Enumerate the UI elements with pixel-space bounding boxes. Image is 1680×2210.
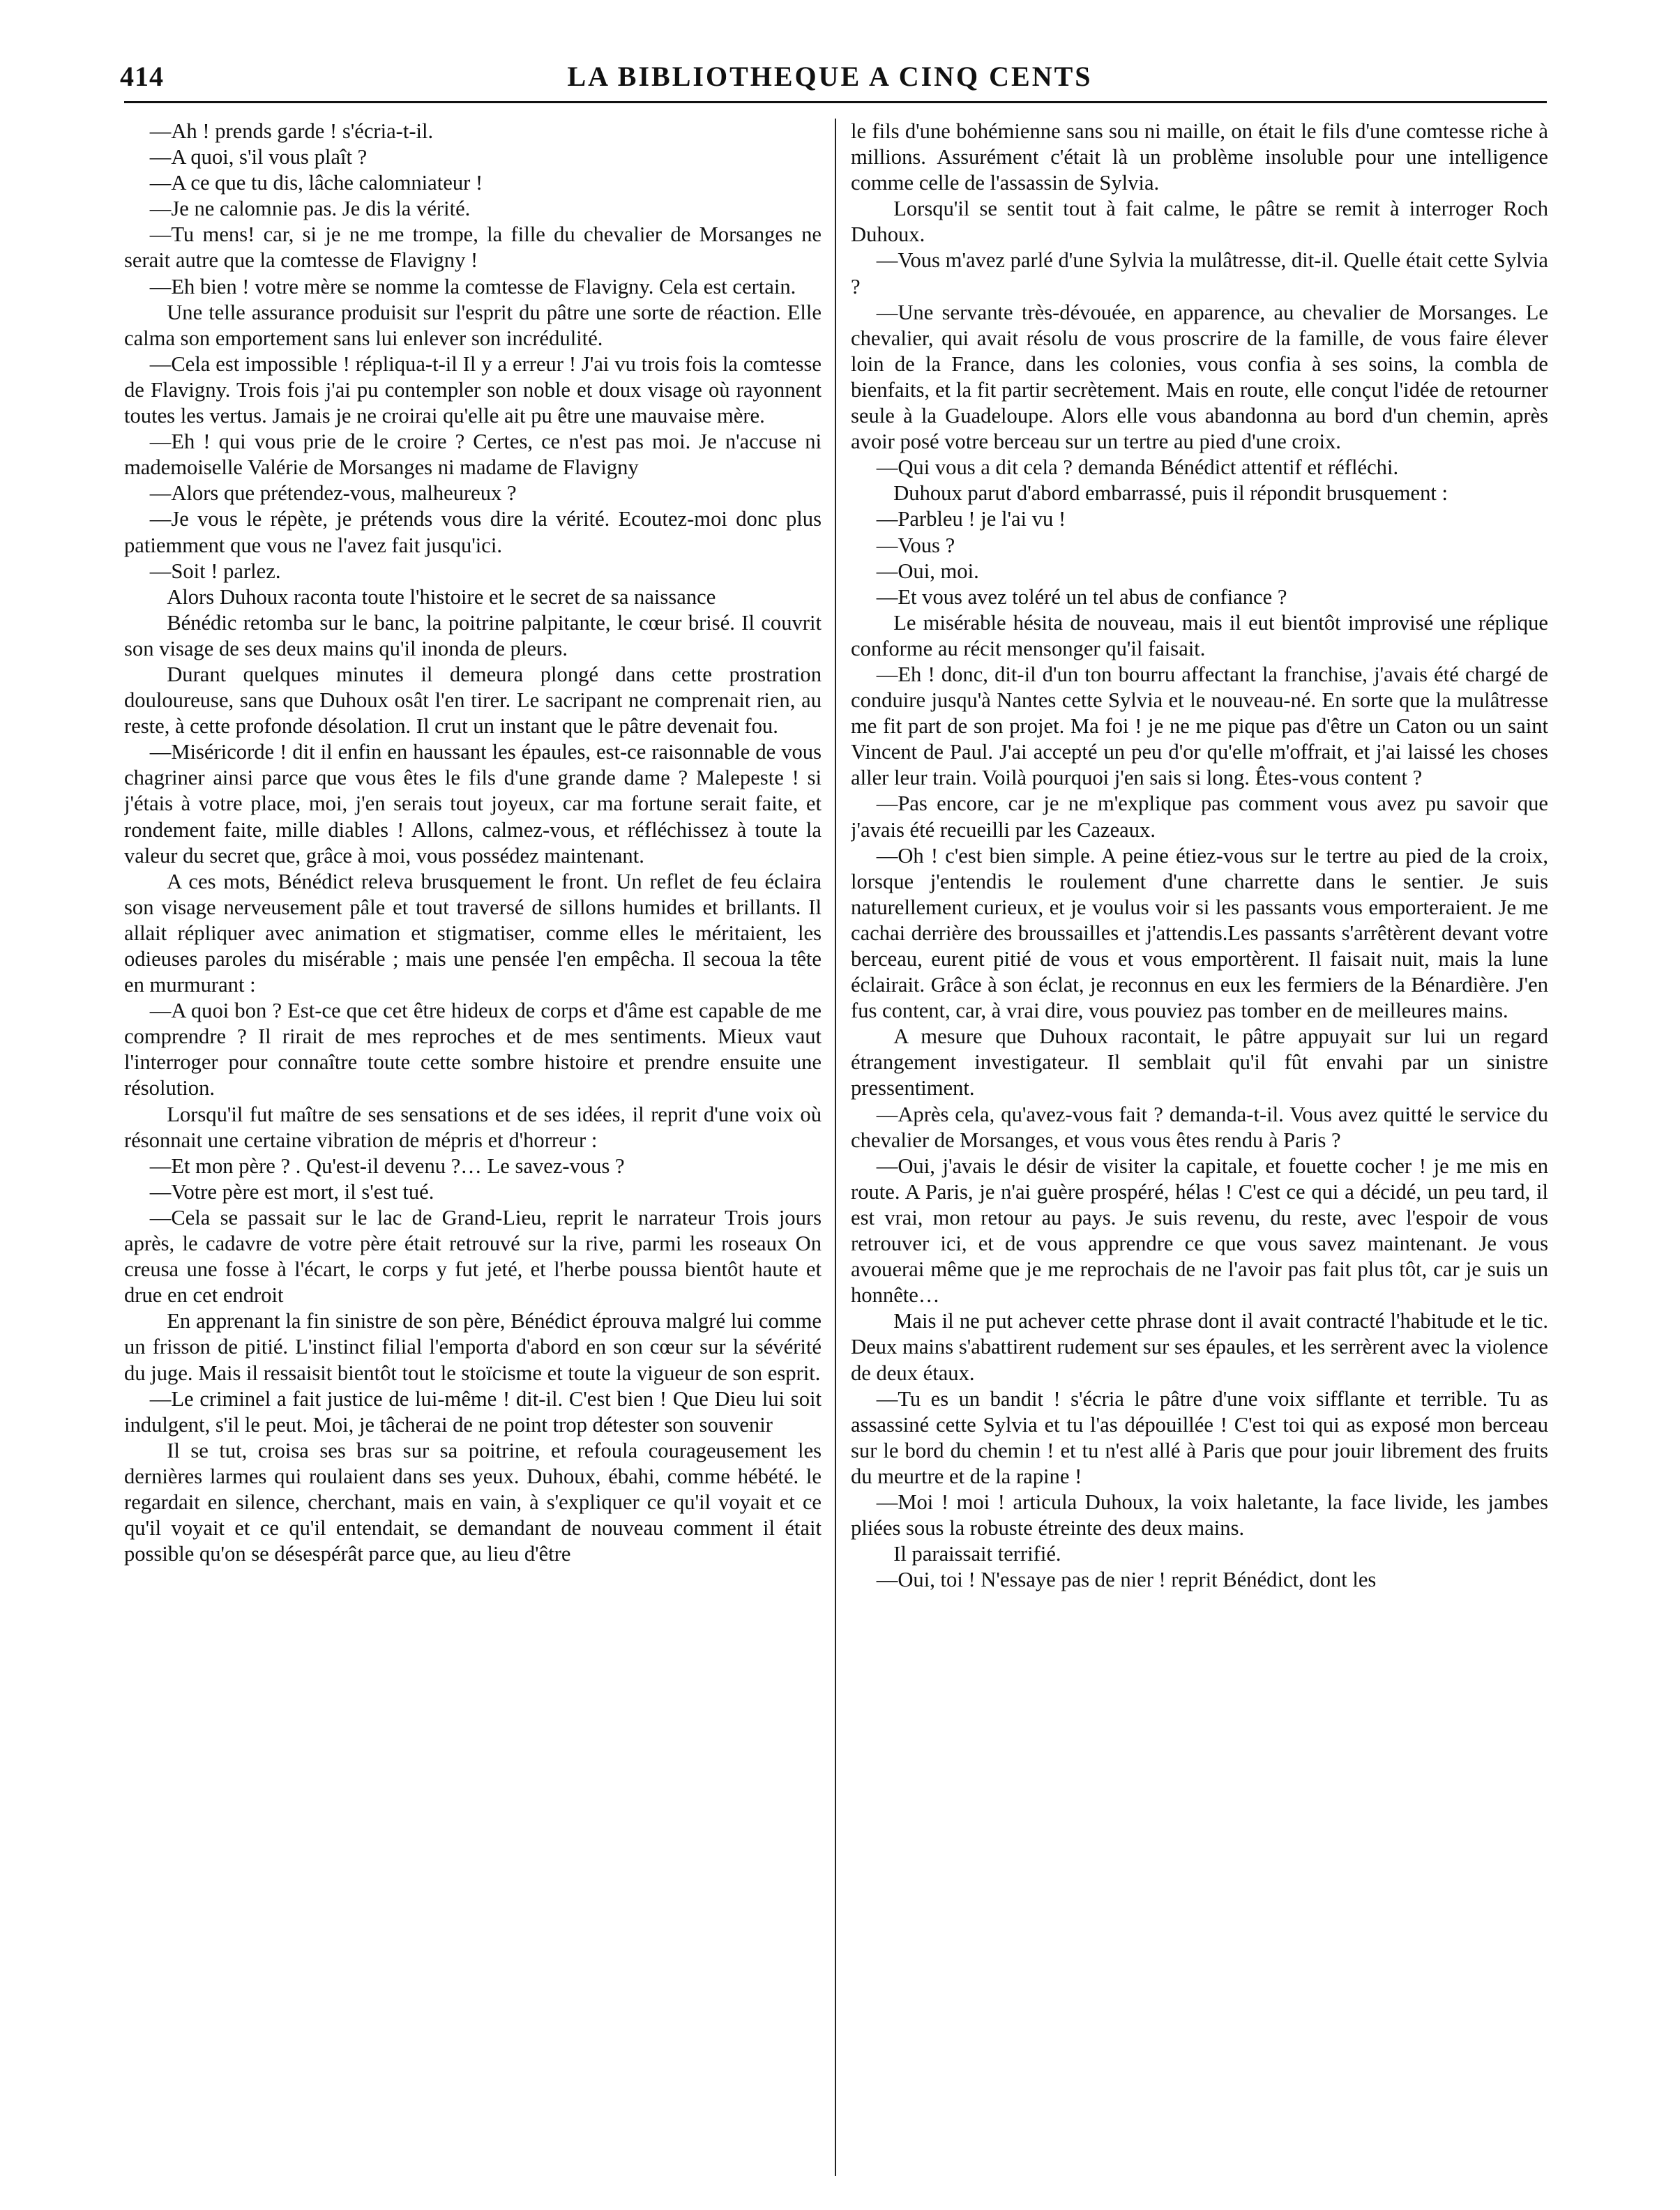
paragraph: —Eh bien ! votre mère se nomme la comtesse de Flavigny. Cela est certain. (149, 274, 796, 298)
paragraph: Lorsqu'il fut maître de ses sensations et de ses idées, il reprit d'une voix où résonnait une certaine vibration de mépris et d'horreur : (124, 1102, 822, 1152)
paragraph: —Et mon père ? . Qu'est-il devenu ?… Le savez-vous ? (149, 1153, 625, 1178)
paragraph: —Moi ! moi ! articula Duhoux, la voix haletante, la face livide, les jambes pliées sous la robuste étreinte des deux mains. (851, 1490, 1548, 1541)
paragraph: —Oh ! c'est bien simple. A peine étiez-vous sur le tertre au pied de la croix, lorsque j'entendis le roulement d'une charrette dans le sentier. Je suis naturellement curieux, et je voulus voir si les passants vous emporteraient. Je me cachai derrière des broussailles et j'attendis.Les passants s'arrêtèrent devant votre berceau, eurent pitié de vous et vous emportèrent. Il faisait nuit, mais la lune éclairait. Grâce à son éclat, je reconnus en eux les fermiers de la Bénardière. J'en fus content, car, à vrai dire, vous pouviez pas tomber en de meilleures mains. (851, 843, 1548, 1023)
page-number: 414 (120, 61, 164, 92)
paragraph: —A quoi, s'il vous plaît ? (149, 145, 368, 169)
paragraph: —Cela est impossible ! répliqua-t-il Il y a erreur ! J'ai vu trois fois la comtesse de Flavigny. Trois fois j'ai pu contempler son noble et doux visage où rayonnent toutes les vertus. Jamais je ne croirai qu'elle ait pu être une mauvaise mère. (124, 351, 822, 428)
paragraph: —Je ne calomnie pas. Je dis la vérité. (149, 197, 471, 221)
paragraph: —Le criminel a fait justice de lui-même ! dit-il. C'est bien ! Que Dieu lui soit indulgent, s'il le peut. Moi, je tâcherai de ne point trop détester son souvenir (124, 1386, 822, 1437)
paragraph: Une telle assurance produisit sur l'esprit du pâtre une sorte de réaction. Elle calma son emportement sans lui enlever son incrédulité. (124, 300, 822, 350)
paragraph: Mais il ne put achever cette phrase dont il avait contracté l'habitude et le tic. Deux mains s'abattirent rudement sur ses épaules, et les serrèrent avec la violence de deux étaux. (851, 1309, 1548, 1385)
paragraph: Le misérable hésita de nouveau, mais il eut bientôt improvisé une réplique conforme au récit mensonger qu'il faisait. (851, 610, 1548, 660)
paragraph: —Votre père est mort, il s'est tué. (149, 1179, 434, 1204)
paragraph: —Je vous le répète, je prétends vous dire la vérité. Ecoutez-moi donc plus patiemment que vous ne l'avez fait jusqu'ici. (124, 507, 822, 557)
paragraph: —Oui, toi ! N'essaye pas de nier ! reprit Bénédict, dont les (876, 1568, 1377, 1592)
paragraph: —Oui, j'avais le désir de visiter la capitale, et fouette cocher ! je me mis en route. A Paris, je n'ai guère prospéré, hélas ! C'est ce qui a décidé, un peu tard, il est vrai, mon retour au pays. Je suis revenu, du reste, avec l'espoir de vous retrouver ici, et de vous apprendre ce que vous savez maintenant. Je vous avouerai même que je me reprochais de ne l'avoir pas fait plus tôt, car je suis un honnête… (851, 1153, 1548, 1308)
paragraph: A mesure que Duhoux racontait, le pâtre appuyait sur lui un regard étrangement investigateur. Il semblait qu'il fût envahi par un sinistre pressentiment. (851, 1024, 1548, 1100)
left-column (124, 119, 822, 2169)
right-column (851, 119, 1548, 2169)
paragraph: —Une servante très-dévouée, en apparence, au chevalier de Morsanges. Le chevalier, qui avait résolu de vous proscrire de la famille, de vous faire élever loin de la France, dans les colonies, vous confia à ses soins, la combla de bienfaits, et la fit partir secrètement. Mais en route, elle conçut l'idée de retourner seule à la Guadeloupe. Alors elle vous abandonna au bord d'un chemin, après avoir posé votre berceau sur un tertre au pied d'une croix. (851, 300, 1548, 454)
header-rule (124, 101, 1547, 103)
paragraph: —Qui vous a dit cela ? demanda Bénédict attentif et réfléchi. (876, 455, 1399, 480)
paragraph: —Après cela, qu'avez-vous fait ? demanda-t-il. Vous avez quitté le service du chevalier de Morsanges, et vous vous êtes rendu à Paris ? (851, 1102, 1548, 1152)
paragraph: le fils d'une bohémienne sans sou ni maille, on était le fils d'une comtesse riche à millions. Assurément c'était là un problème insoluble pour une intelligence comme celle de l'assassin de Sylvia. (851, 119, 1548, 195)
paragraph: —Cela se passait sur le lac de Grand-Lieu, reprit le narrateur Trois jours après, le cadavre de votre père était retrouvé sur la rive, parmi les roseaux On creusa une fosse à l'écart, le corps y fut jeté, et l'herbe poussa bientôt haute et drue en cet endroit (124, 1205, 822, 1308)
paragraph: —Et vous avez toléré un tel abus de confiance ? (876, 584, 1287, 609)
paragraph: Duhoux parut d'abord embarrassé, puis il répondit brusquement : (893, 481, 1448, 506)
paragraph: —Soit ! parlez. (149, 559, 281, 583)
paragraph: —Vous m'avez parlé d'une Sylvia la mulâtresse, dit-il. Quelle était cette Sylvia ? (851, 248, 1548, 298)
paragraph: —Tu mens! car, si je ne me trompe, la fille du chevalier de Morsanges ne serait autre que la comtesse de Flavigny ! (124, 222, 822, 273)
paragraph: Il se tut, croisa ses bras sur sa poitrine, et refoula courageusement les dernières larmes qui roulaient dans ses yeux. Duhoux, ébahi, comme hébété. le regardait en silence, cherchant, mais en vain, à s'expliquer ce qu'il voyait et ce qu'il voyait et ce qu'il entendait, se demandant de nouveau comment il était possible qu'on se désespérât parce que, au lieu d'être (124, 1438, 822, 1566)
paragraph: A ces mots, Bénédict releva brusquement le front. Un reflet de feu éclaira son visage nerveusement pâle et tout traversé de sillons humides et brillants. Il allait répliquer avec animation et stigmatiser, comme elles le méritaient, les odieuses paroles du misérable ; mais une pensée l'en empêcha. Il secoua la tête en murmurant : (124, 869, 822, 997)
paragraph: —Ah ! prends garde ! s'écria-t-il. (149, 119, 434, 143)
paragraph: —A quoi bon ? Est-ce que cet être hideux de corps et d'âme est capable de me comprendre ? Il rirait de mes reproches et de mes sentiments. Mieux vaut l'interroger pour connaître toute cette sombre histoire et prendre ensuite une résolution. (124, 999, 822, 1100)
paragraph: —Tu es un bandit ! s'écria le pâtre d'une voix sifflante et terrible. Tu as assassiné cette Sylvia et tu l'as dépouillée ! C'est toi qui as exposé mon berceau sur le bord du chemin ! et tu n'est allé à Paris que pour jouir librement des fruits du meurtre et de la rapine ! (851, 1386, 1548, 1488)
paragraph: —Pas encore, car je ne m'explique pas comment vous avez pu savoir que j'avais été recueilli par les Cazeaux. (851, 792, 1548, 842)
paragraph: —Eh ! donc, dit-il d'un ton bourru affectant la franchise, j'avais été chargé de conduire jusqu'à Nantes cette Sylvia et le nouveau-né. En sorte que la mulâtresse me fit part de son projet. Ma foi ! je ne me pique pas d'être un Caton ou un saint Vincent de Paul. J'ai accepté un peu d'or qu'elle m'offrait, et j'ai laissé les choses aller leur train. Voilà pourquoi j'en sais si long. Êtes-vous content ? (851, 662, 1548, 790)
paragraph: —Alors que prétendez-vous, malheureux ? (149, 481, 517, 506)
paragraph: —Parbleu ! je l'ai vu ! (876, 507, 1066, 531)
column-divider (835, 119, 836, 2176)
paragraph: —Vous ? (876, 533, 955, 557)
paragraph: Lorsqu'il se sentit tout à fait calme, le pâtre se remit à interroger Roch Duhoux. (851, 197, 1548, 247)
paragraph: —Eh ! qui vous prie de le croire ? Certes, ce n'est pas moi. Je n'accuse ni mademoiselle Valérie de Morsanges ni madame de Flavigny (124, 430, 822, 480)
paragraph: Bénédic retomba sur le banc, la poitrine palpitante, le cœur brisé. Il couvrit son visage de ses deux mains qu'il inonda de pleurs. (124, 610, 822, 660)
paragraph: —Miséricorde ! dit il enfin en haussant les épaules, est-ce raisonnable de vous chagriner ainsi parce que vous êtes le fils d'une grande dame ? Malepeste ! si j'étais à votre place, moi, j'en serais tout joyeux, car ma fortune serait faite, et rondement faite, mille diables ! Allons, calmez-vous, et réfléchissez à toute la valeur du secret que, grâce à moi, vous possédez maintenant. (124, 740, 822, 868)
paragraph: —Oui, moi. (876, 559, 979, 583)
paragraph: En apprenant la fin sinistre de son père, Bénédict éprouva malgré lui comme un frisson de pitié. L'instinct filial l'emporta d'abord en son cœur sur la sévérité du juge. Mais il ressaisit bientôt tout le stoïcisme et toute la vigueur de son esprit. (124, 1309, 822, 1385)
paragraph: Alors Duhoux raconta toute l'histoire et le secret de sa naissance (167, 584, 716, 609)
paragraph: Durant quelques minutes il demeura plongé dans cette prostration douloureuse, sans que Duhoux osât l'en tirer. Le sacripant ne comprenait rien, au reste, à cette profonde désolation. Il crut un instant que le pâtre devenait fou. (124, 662, 822, 739)
page-header (105, 57, 1555, 99)
paragraph: Il paraissait terrifié. (893, 1542, 1061, 1566)
paragraph: —A ce que tu dis, lâche calomniateur ! (149, 171, 483, 195)
running-title: LA BIBLIOTHEQUE A CINQ CENTS (567, 61, 1093, 92)
